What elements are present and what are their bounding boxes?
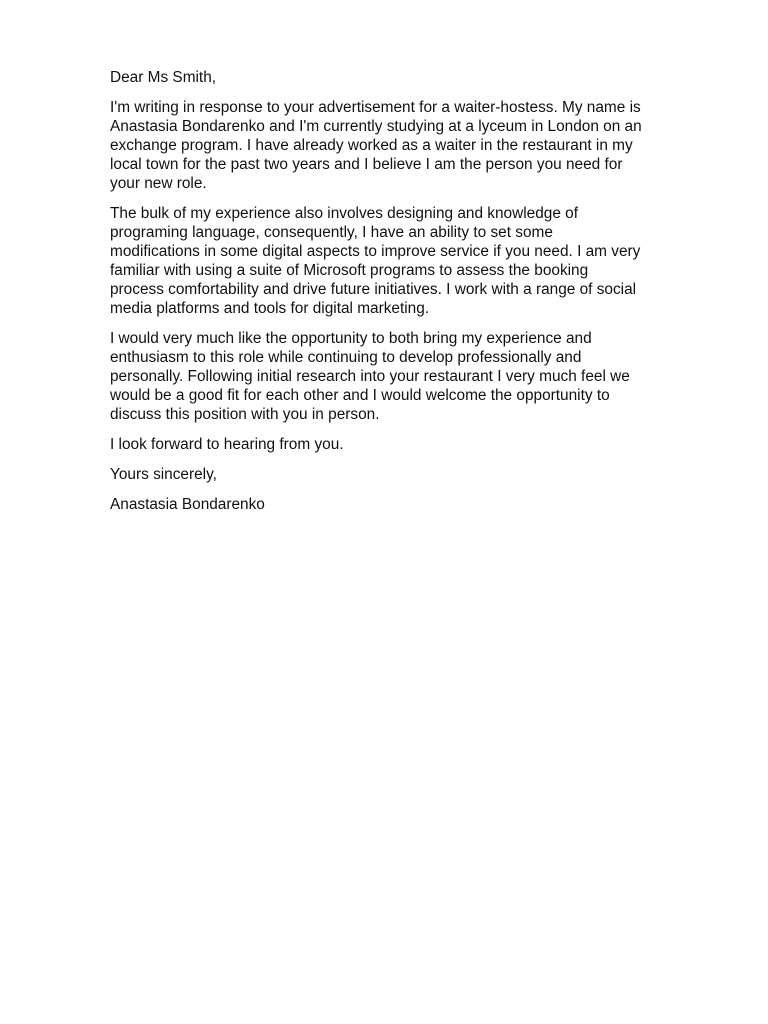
closing-line: I look forward to hearing from you. [110,436,344,453]
cover-letter [110,68,722,525]
paragraph-motivation: I would very much like the opportunity to both bring my experience and enthusiasm to this role while continuing to develop professionally and personally. Following initial research into your restaurant I very much feel we would be a good fit for each other and I would welcome the opportunity to discuss this position with you in person. [110,330,630,423]
sign-off: Yours sincerely, [110,466,217,483]
signature-name: Anastasia Bondarenko [110,496,265,513]
paragraph-introduction: I'm writing in response to your advertisement for a waiter-hostess. My name is Anastasia Bondarenko and I'm currently studying at a lyceum in London on an exchange program. I have already worked as a waiter in the restaurant in my local town for the past two years and I believe I am the person you need for your new role. [110,99,642,192]
paragraph-experience: The bulk of my experience also involves designing and knowledge of programing language, consequently, I have an ability to set some modifications in some digital aspects to improve service if you need. I am very familiar with using a suite of Microsoft programs to assess the booking process comfortability and drive future initiatives. I work with a range of social media platforms and tools for digital marketing. [110,205,641,317]
salutation: Dear Ms Smith, [110,69,217,86]
